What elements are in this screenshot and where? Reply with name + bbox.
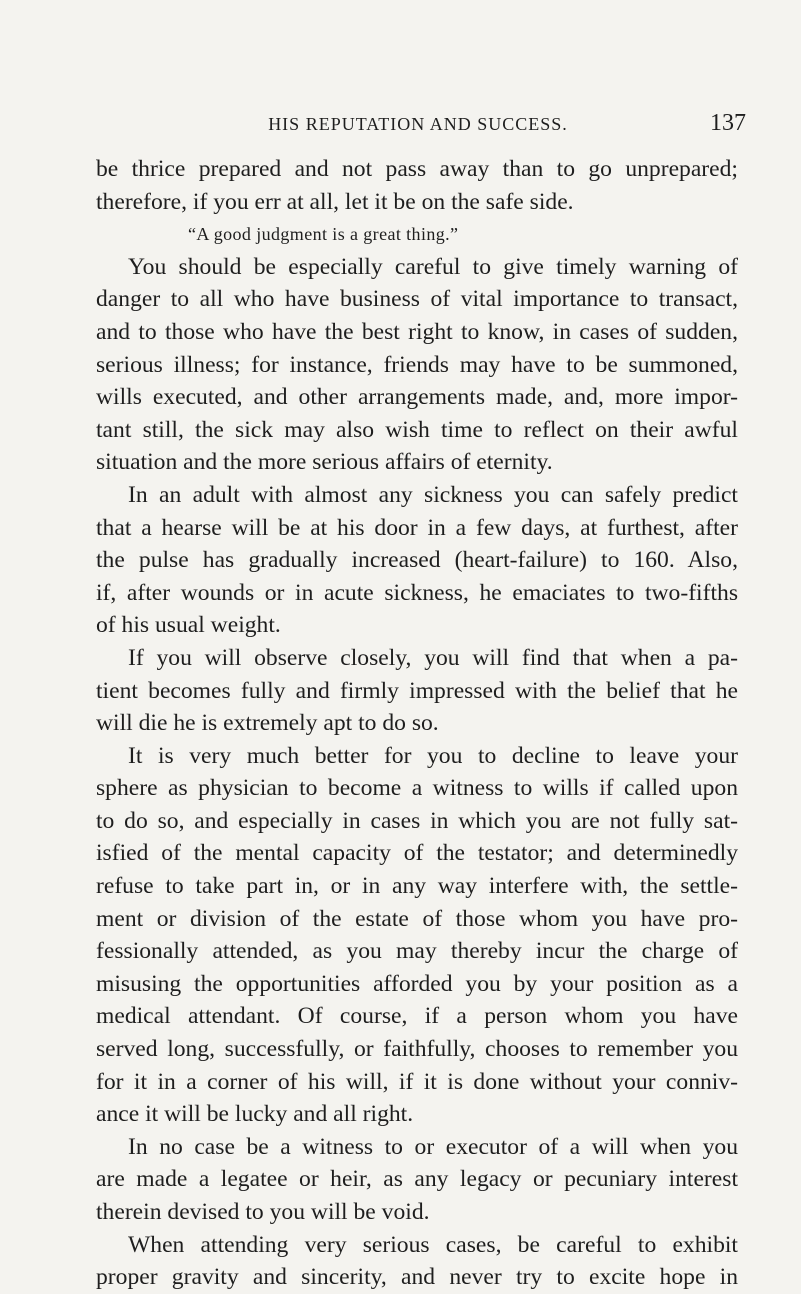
quotation-line: “A good judgment is a great thing.” xyxy=(188,224,459,245)
text-line: therein devised to you will be void. xyxy=(96,1199,430,1225)
text-line: ance it will be lucky and all right. xyxy=(96,1101,414,1128)
text-line: situation and the more serious affairs of eternity. xyxy=(96,449,553,476)
text-line: served long, successfully, or faithfully, chooses to remember you xyxy=(96,1036,738,1063)
text-line: the pulse has gradually increased (heart-failure) to 160. Also, xyxy=(96,547,738,574)
text-line: proper gravity and sincerity, and never try to excite hope in xyxy=(96,1264,738,1291)
text-line: When attending very serious cases, be careful to exhibit xyxy=(128,1231,738,1258)
page-number: 137 xyxy=(710,110,746,136)
text-line: of his usual weight. xyxy=(96,612,281,639)
text-line: misusing the opportunities afforded you by your position as a xyxy=(96,970,738,997)
text-line: wills executed, and other arrangements made, and, more impor- xyxy=(96,384,738,411)
text-line: be thrice prepared and not pass away than to go unprepared; xyxy=(96,156,738,182)
text-line: sphere as physician to become a witness to wills if called upon xyxy=(96,775,738,802)
text-line: refuse to take part in, or in any way interfere with, the settle- xyxy=(96,873,738,900)
text-line: and to those who have the best right to know, in cases of sudden, xyxy=(96,318,738,345)
text-line: fessionally attended, as you may thereby incur the charge of xyxy=(96,938,738,965)
text-line: ment or division of the estate of those whom you have pro- xyxy=(96,905,738,932)
text-line: medical attendant. Of course, if a person whom you have xyxy=(96,1003,738,1030)
text-line: for it in a corner of his will, if it is done without your conniv- xyxy=(96,1068,738,1095)
text-line: tant still, the sick may also wish time to reflect on their awful xyxy=(96,416,738,443)
text-line: danger to all who have business of vital importance to transact, xyxy=(96,286,738,313)
text-line: isfied of the mental capacity of the testator; and determinedly xyxy=(96,840,738,867)
text-line: to do so, and especially in cases in which you are not fully sat- xyxy=(96,807,738,834)
text-line: if, after wounds or in acute sickness, he emaciates to two-fifths xyxy=(96,579,738,606)
body-text xyxy=(96,153,738,1294)
text-line: tient becomes fully and firmly impressed with the belief that he xyxy=(96,677,738,704)
running-title: HIS REPUTATION AND SUCCESS. xyxy=(268,114,568,134)
text-line: In an adult with almost any sickness you can safely predict xyxy=(128,481,738,508)
running-head xyxy=(96,110,746,144)
text-line: are made a legatee or heir, as any legacy or pecuniary interest xyxy=(96,1166,738,1193)
text-line: You should be especially careful to give timely warning of xyxy=(128,253,738,280)
text-line: that a hearse will be at his door in a few days, at furthest, after xyxy=(96,514,738,541)
text-line: It is very much better for you to decline to leave your xyxy=(128,742,738,769)
text-line: In no case be a witness to or executor of a will when you xyxy=(128,1133,738,1160)
text-line: will die he is extremely apt to do so. xyxy=(96,710,439,737)
text-line: therefore, if you err at all, let it be on the safe side. xyxy=(96,188,574,215)
text-line: If you will observe closely, you will find that when a pa- xyxy=(128,644,738,671)
text-line: serious illness; for instance, friends may have to be summoned, xyxy=(96,351,738,378)
